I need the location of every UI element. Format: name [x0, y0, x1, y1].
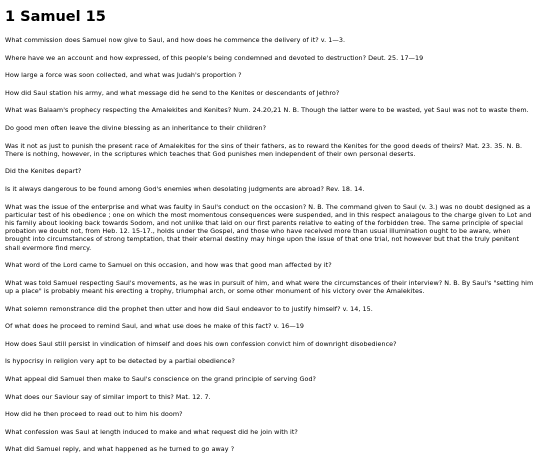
question-21: What did Samuel reply, and what happened as he turned to go away ?: [5, 445, 235, 454]
question-19: How did he then proceed to read out to him his doom?: [5, 410, 183, 419]
question-4: How did Saul station his army, and what message did he send to the Kenites or descendants of Jethro?: [5, 88, 340, 97]
page-title: 1 Samuel 15: [5, 9, 106, 25]
question-3: How large a force was soon collected, and what was Judah's proportion ?: [5, 71, 242, 80]
question-16: Is hypocrisy in religion very apt to be detected by a partial obedience?: [5, 357, 235, 366]
question-1: What commission does Samuel now give to Saul, and how does he commence the delivery of it? v. 1—3.: [5, 36, 346, 44]
question-14: Of what does he proceed to remind Saul, and what use does he make of this fact? v. 16—19: [5, 322, 304, 331]
question-18: What does our Saviour say of similar import to this? Mat. 12. 7.: [5, 392, 211, 401]
question-7: Was it not as just to punish the present race of Amalekites for the sins of their fathers, as to reward the Kenites for the good deeds of theirs? Mat. 23. 35. N. B. There is nothing, however, in the scriptures which teaches that God punishes men independent of their own personal deserts.: [5, 141, 523, 158]
question-17: What appeal did Samuel then make to Saul's conscience on the grand principle of serving God?: [5, 374, 317, 383]
question-9: Is it always dangerous to be found among God's enemies when desolating judgments are abroad? Rev. 18. 14.: [5, 184, 365, 193]
question-12: What was told Samuel respecting Saul's movements, as he was in pursuit of him, and what were the circumstances of their interview? N. B. By Saul's "setting him up a place" is probably meant his erecting a trophy, triumphal arch, or some other monument of his victory over the Amalekites.: [5, 278, 534, 295]
question-15: How does Saul still persist in vindication of himself and does his own confession convict him of downright disobedience?: [5, 339, 397, 348]
question-6: Do good men often leave the divine blessing as an inheritance to their children?: [5, 123, 267, 132]
question-11: What word of the Lord came to Samuel on this occasion, and how was that good man affected by it?: [5, 261, 332, 270]
question-20: What confession was Saul at length induced to make and what request did he join with it?: [5, 427, 298, 436]
question-10: What was the issue of the enterprise and what was faulty in Saul's conduct on the occasion? N. B. The command given to Saul (v. 3.) was no doubt designed as a particular test of his obedience ; one on which the most momentous consequences were suspended, and in this respect analagous to the charge given to Lot and his family about looking back towards Sodom, and not unlike that laid on our first parents relative to eating of the forbidden tree. The same principle of special probation we doubt not, from Heb. 12. 15-17., holds under the Gospel, and those who have received more than usual illumination ought to be aware, when brought into circumstances of strong temptation, that their eternal destiny may hinge upon the issue of that one trial, not however but that the truly penitent shall evermore find mercy.: [5, 202, 532, 252]
question-13: What solemn remonstrance did the prophet then utter and how did Saul endeavor to to justify himself? v. 14, 15.: [5, 304, 373, 313]
question-8: Did the Kenites depart?: [5, 167, 82, 176]
question-5: What was Balaam's prophecy respecting the Amalekites and Kenites? Num. 24.20,21 N. B. Though the latter were to be wasted, yet Saul was not to waste them.: [5, 106, 529, 115]
question-2: Where have we an account and how expressed, of this people's being condemned and devoted to destruction? Deut. 25. 17—19: [5, 53, 424, 62]
